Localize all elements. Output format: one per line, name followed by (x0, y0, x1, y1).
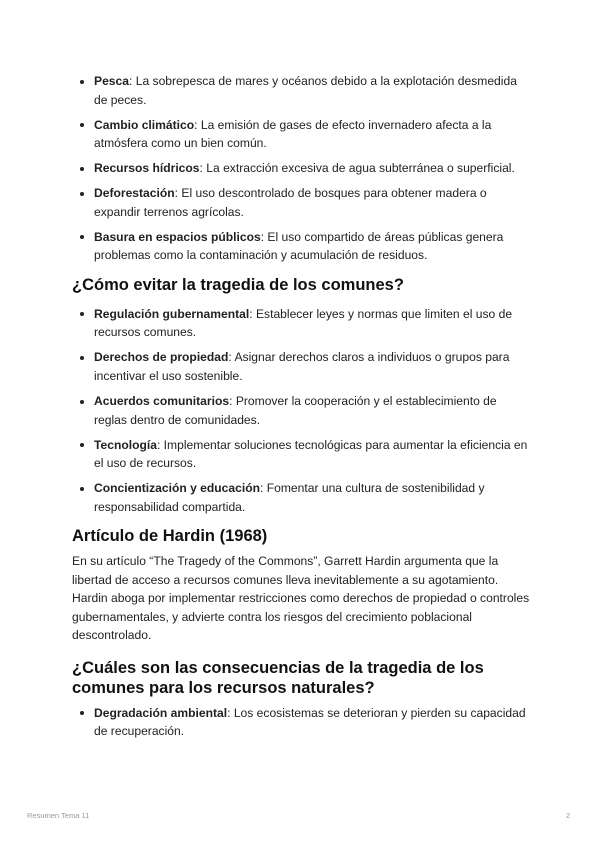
item-term: Concientización y educación (94, 481, 260, 496)
footer-title: Resumen Tema 11 (27, 811, 90, 820)
item-text: La sobrepesca de mares y océanos debido a la explotación desmedida de peces. (94, 74, 517, 107)
item-term: Tecnología (94, 437, 157, 452)
list-item: Tecnología: Implementar soluciones tecnológicas para aumentar la eficiencia en el uso de recursos. (72, 436, 530, 473)
paragraph: En su artículo “The Tragedy of the Commons”, Garrett Hardin argumenta que la libertad de acceso a recursos comunes lleva inevitablemente a su agotamiento. Hardin aboga por implementar restricciones como derechos de propiedad o controles gubernamentales, y advierte contra los riesgos del crecimiento poblacional descontrolado. (72, 554, 530, 643)
list-item: Regulación gubernamental: Establecer leyes y normas que limiten el uso de recursos comunes. (72, 305, 530, 342)
solutions-list (72, 305, 530, 516)
item-term: Recursos hídricos (94, 161, 200, 176)
item-term: Cambio climático (94, 117, 195, 132)
page-number: 2 (566, 811, 571, 820)
item-term: Derechos de propiedad (94, 350, 229, 365)
item-text: Promover la cooperación y el establecimiento de reglas dentro de comunidades. (94, 394, 497, 427)
item-term: Regulación gubernamental (94, 306, 250, 321)
item-text: El uso descontrolado de bosques para obtener madera o expandir terrenos agrícolas. (94, 186, 487, 219)
examples-list (72, 72, 530, 265)
item-text: La emisión de gases de efecto invernadero afecta a la atmósfera como un bien común. (94, 117, 492, 151)
item-term: Acuerdos comunitarios (94, 394, 230, 409)
item-text: Establecer leyes y normas que limiten el uso de recursos comunes. (94, 306, 513, 340)
item-term: Basura en espacios públicos (94, 229, 261, 244)
list-item: Cambio climático: La emisión de gases de efecto invernadero afecta a la atmósfera como un bien común. (72, 116, 530, 153)
section-heading: Artículo de Hardin (1968) (72, 527, 268, 546)
item-text: El uso compartido de áreas públicas genera problemas como la contaminación y acumulación de residuos. (94, 229, 504, 263)
list-item: Basura en espacios públicos: El uso compartido de áreas públicas genera problemas como la contaminación y acumulación de residuos. (72, 228, 530, 265)
list-item: Deforestación: El uso descontrolado de bosques para obtener madera o expandir terrenos agrícolas. (72, 184, 530, 221)
item-text: La extracción excesiva de agua subterránea o superficial. (206, 161, 515, 176)
item-text: Asignar derechos claros a individuos o grupos para incentivar el uso sostenible. (94, 350, 510, 383)
section-heading: ¿Cuáles son las consecuencias de la tragedia de los comunes para los recursos naturales? (72, 658, 484, 697)
item-text: Los ecosistemas se deterioran y pierden su capacidad de recuperación. (94, 705, 526, 739)
list-item: Acuerdos comunitarios: Promover la cooperación y el establecimiento de reglas dentro de comunidades. (72, 392, 530, 429)
item-term: Degradación ambiental (94, 705, 228, 720)
list-item: Concientización y educación: Fomentar una cultura de sostenibilidad y responsabilidad compartida. (72, 479, 530, 516)
list-item: Degradación ambiental: Los ecosistemas se deterioran y pierden su capacidad de recuperación. (72, 704, 530, 741)
section-heading: ¿Cómo evitar la tragedia de los comunes? (72, 275, 404, 294)
item-text: Implementar soluciones tecnológicas para aumentar la eficiencia en el uso de recursos. (94, 437, 528, 471)
item-term: Pesca (94, 74, 129, 88)
page-content (72, 72, 530, 747)
consequences-list (72, 704, 530, 741)
item-term: Deforestación (94, 186, 175, 201)
list-item: Recursos hídricos: La extracción excesiva de agua subterránea o superficial. (72, 159, 530, 178)
list-item: Pesca: La sobrepesca de mares y océanos debido a la explotación desmedida de peces. (72, 72, 530, 109)
list-item: Derechos de propiedad: Asignar derechos claros a individuos o grupos para incentivar el uso sostenible. (72, 348, 530, 385)
item-text: Fomentar una cultura de sostenibilidad y responsabilidad compartida. (94, 481, 485, 514)
